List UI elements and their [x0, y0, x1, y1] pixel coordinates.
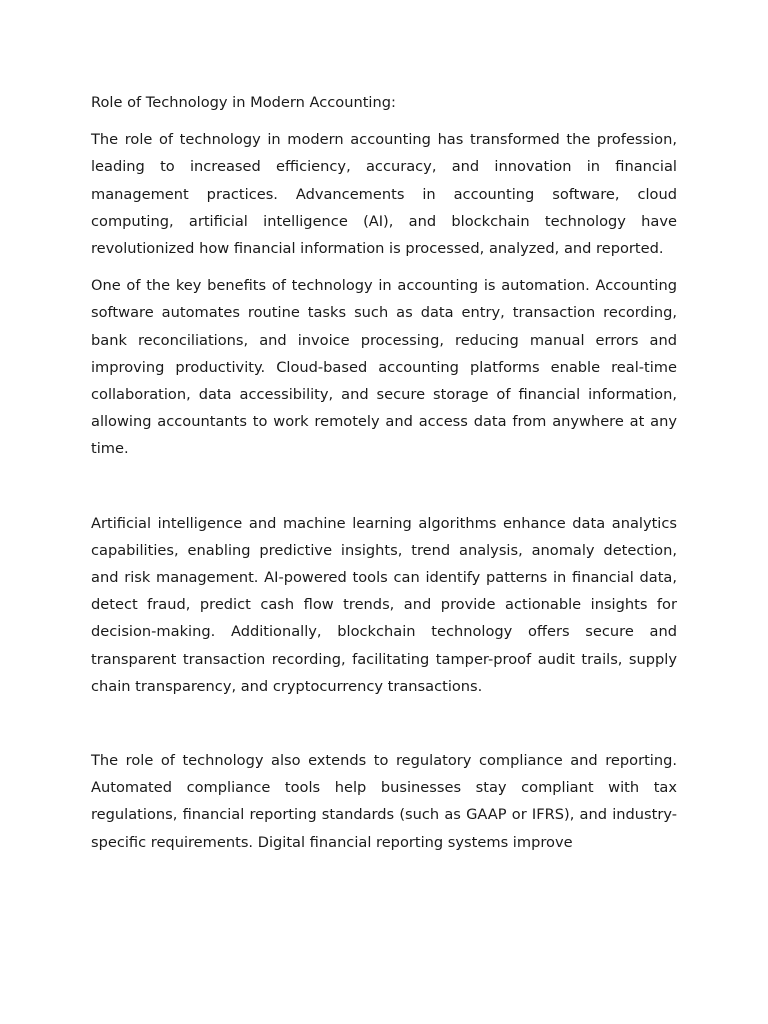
paragraph-compliance: The role of technology also extends to regulatory compliance and reporting. Automated compliance tools help businesses stay compliant with tax regulations, financial reporting standards (such as GAAP or IFRS), and industry-specific requirements. Digital financial reporting systems improve: [91, 752, 677, 851]
document-body: [91, 89, 677, 856]
document-title: Role of Technology in Modern Accounting:: [91, 94, 396, 111]
paragraph-automation: One of the key benefits of technology in accounting is automation. Accounting software automates routine tasks such as data entry, transaction recording, bank reconciliations, and invoice processing, reducing manual errors and improving productivity. Cloud-based accounting platforms enable real-time collaboration, data accessibility, and secure storage of financial information, allowing accountants to work remotely and access data from anywhere at any time.: [91, 277, 677, 458]
paragraph-ai-blockchain: Artificial intelligence and machine learning algorithms enhance data analytics capabilities, enabling predictive insights, trend analysis, anomaly detection, and risk management. AI-powered tools can identify patterns in financial data, detect fraud, predict cash flow trends, and provide actionable insights for decision-making. Additionally, blockchain technology offers secure and transparent transaction recording, facilitating tamper-proof audit trails, supply chain transparency, and cryptocurrency transactions.: [91, 514, 677, 695]
paragraph-intro: The role of technology in modern accounting has transformed the profession, leading to increased efficiency, accuracy, and innovation in financial management practices. Advancements in accounting software, cloud computing, artificial intelligence (AI), and blockchain technology have revolutionized how financial information is processed, analyzed, and reported.: [91, 131, 677, 258]
